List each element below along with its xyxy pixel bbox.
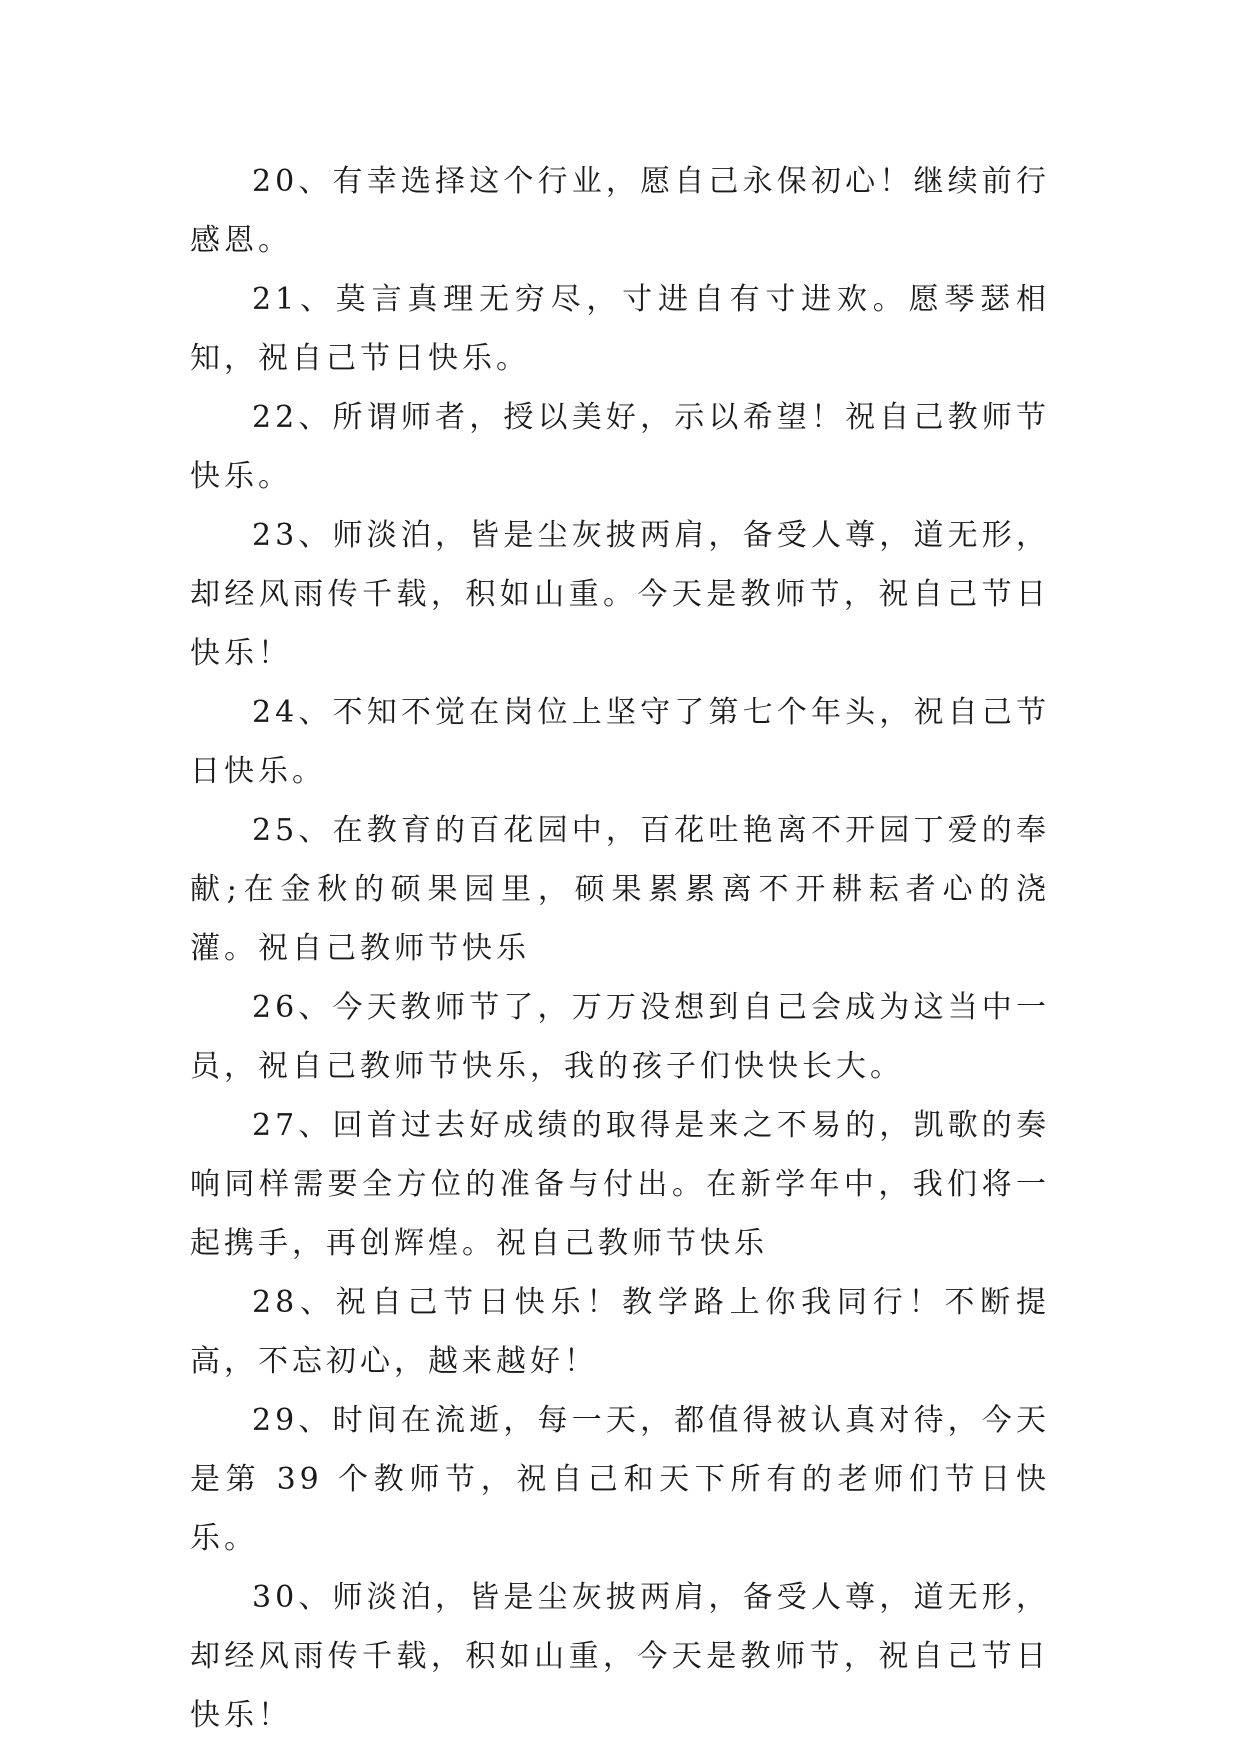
paragraph-24: 24、不知不觉在岗位上坚守了第七个年头，祝自己节日快乐。 — [190, 695, 1050, 789]
document-body — [190, 152, 1050, 1745]
paragraph-30: 30、师淡泊，皆是尘灰披两肩，备受人尊，道无形，却经风雨传千载，积如山重，今天是教师节，祝自己节日快乐！ — [190, 1580, 1050, 1733]
paragraph-29: 29、时间在流逝，每一天，都值得被认真对待，今天是第 39 个教师节，祝自己和天下所有的老师们节日快乐。 — [190, 1403, 1050, 1556]
paragraph-25: 25、在教育的百花园中，百花吐艳离不开园丁爱的奉献;在金秋的硕果园里，硕果累累离不开耕耘者心的浇灌。祝自己教师节快乐 — [190, 813, 1050, 966]
paragraph-27: 27、回首过去好成绩的取得是来之不易的，凯歌的奏响同样需要全方位的准备与付出。在新学年中，我们将一起携手，再创辉煌。祝自己教师节快乐 — [190, 1108, 1050, 1261]
paragraph-21: 21、莫言真理无穷尽，寸进自有寸进欢。愿琴瑟相知，祝自己节日快乐。 — [190, 282, 1050, 376]
paragraph-23: 23、师淡泊，皆是尘灰披两肩，备受人尊，道无形，却经风雨传千载，积如山重。今天是教师节，祝自己节日快乐！ — [190, 518, 1050, 671]
paragraph-28: 28、祝自己节日快乐！教学路上你我同行！不断提高，不忘初心，越来越好！ — [190, 1285, 1050, 1379]
paragraph-22: 22、所谓师者，授以美好，示以希望！祝自己教师节快乐。 — [190, 400, 1050, 494]
paragraph-20: 20、有幸选择这个行业，愿自己永保初心！继续前行感恩。 — [190, 164, 1050, 258]
paragraph-26: 26、今天教师节了，万万没想到自己会成为这当中一员，祝自己教师节快乐，我的孩子们快快长大。 — [190, 990, 1050, 1084]
